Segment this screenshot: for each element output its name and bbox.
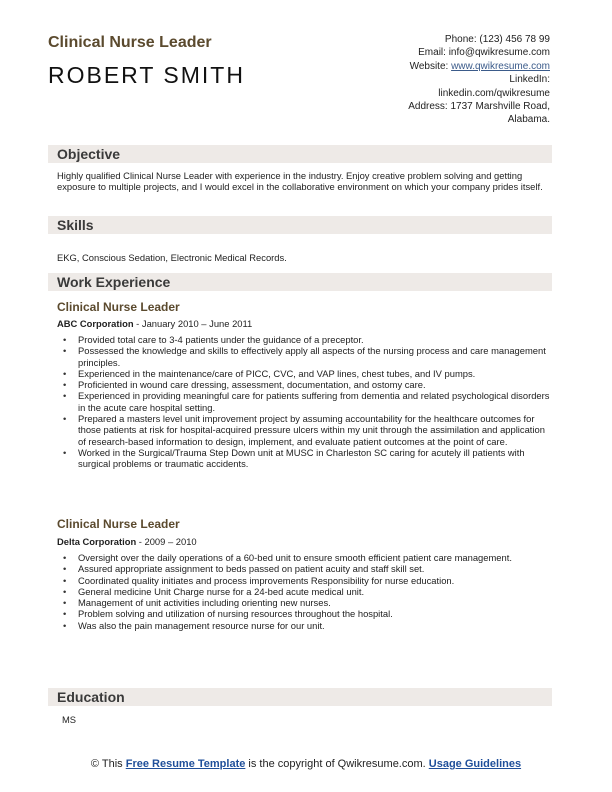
section-objective-heading: Objective	[57, 146, 121, 162]
skills-text: EKG, Conscious Sedation, Electronic Medical Records.	[57, 252, 287, 263]
footer-middle: is the copyright of Qwikresume.com.	[245, 758, 429, 770]
job-title: Clinical Nurse Leader	[48, 34, 212, 51]
list-item: • Coordinated quality initiates and process improvements Responsibility for nurse education.	[57, 575, 551, 586]
copyright-footer	[48, 757, 564, 771]
list-item: • Experienced in providing meaningful care for patients suffering from dementia and related psychological disorders in the acute care hospital setting.	[57, 390, 551, 413]
footer-prefix: © This	[90, 758, 126, 770]
list-item: • Experienced in the maintenance/care of PICC, CVC, and VAP lines, chest tubes, and IV pumps.	[57, 368, 551, 379]
usage-guidelines-link[interactable]: Usage Guidelines	[428, 758, 522, 770]
free-resume-template-link[interactable]: Free Resume Template	[125, 758, 246, 770]
list-item: • Oversight over the daily operations of a 60-bed unit to ensure smooth efficient patient care management.	[57, 552, 551, 563]
job-1-role: Clinical Nurse Leader	[57, 300, 180, 314]
list-item: • General medicine Unit Charge nurse for a 24-bed acute medical unit.	[57, 586, 551, 597]
contact-email: Email: info@qwikresume.com	[418, 47, 550, 59]
contact-address-line1: Address: 1737 Marshville Road,	[408, 101, 550, 113]
contact-linkedin-label: LinkedIn:	[509, 74, 550, 86]
education-text: MS	[62, 714, 77, 725]
list-item: • Management of unit activities including orienting new nurses.	[57, 597, 551, 608]
list-item: • Assured appropriate assignment to beds passed on patient acuity and staff skill set.	[57, 563, 551, 574]
contact-linkedin-value: linkedin.com/qwikresume	[438, 87, 550, 99]
section-work-heading: Work Experience	[57, 274, 171, 290]
section-skills-bar	[48, 216, 552, 234]
list-item: • Possessed the knowledge and skills to effectively apply all aspects of the nursing process and care management principles.	[57, 345, 551, 368]
contact-block	[290, 33, 550, 127]
job-2-bullets	[57, 552, 551, 631]
list-item: • Was also the pain management resource nurse for our unit.	[57, 620, 551, 631]
section-work-bar	[48, 273, 552, 291]
list-item: • Problem solving and utilization of nursing resources throughout the hospital.	[57, 608, 551, 619]
job-2-dates: - 2009 – 2010	[136, 536, 197, 547]
section-skills-heading: Skills	[57, 217, 94, 233]
list-item: • Proficiented in wound care dressing, assessment, documentation, and ostomy care.	[57, 379, 551, 390]
website-label: Website:	[409, 60, 452, 72]
section-education-bar	[48, 688, 552, 706]
website-link[interactable]: www.qwikresume.com	[451, 60, 550, 72]
job-2-role: Clinical Nurse Leader	[57, 517, 180, 531]
candidate-name: ROBERT SMITH	[48, 62, 245, 88]
contact-website	[290, 60, 550, 73]
list-item: • Worked in the Surgical/Trauma Step Down unit at MUSC in Charleston SC caring for acutely ill patients with surgical problems or traumatic accidents.	[57, 447, 551, 470]
section-objective-bar	[48, 145, 552, 163]
job-1-dates: - January 2010 – June 2011	[133, 318, 253, 329]
contact-phone: Phone: (123) 456 78 99	[444, 34, 550, 45]
contact-address-line2: Alabama.	[507, 114, 550, 126]
job-1-company: ABC Corporation	[57, 318, 134, 329]
section-education-heading: Education	[57, 689, 125, 705]
job-2-company: Delta Corporation	[57, 536, 137, 547]
list-item: • Prepared a masters level unit improvement project by assuming accountability for the healthcare outcomes for those patients at risk for hospital-acquired pressure ulcers within my unit through the assimilation and application of research-based information to design, implement, and evaluate patient outcomes at the point of care.	[57, 413, 551, 447]
job-2-company-line	[57, 536, 197, 547]
list-item: • Provided total care to 3-4 patients under the guidance of a preceptor.	[57, 334, 551, 345]
objective-text: Highly qualified Clinical Nurse Leader with experience in the industry. Enjoy creative problem solving and getting exposure to multiple projects, and I would excel in the collaborative environment on which your company prides itself.	[57, 170, 543, 193]
job-1-bullets	[57, 334, 551, 470]
job-1-company-line	[57, 318, 252, 329]
